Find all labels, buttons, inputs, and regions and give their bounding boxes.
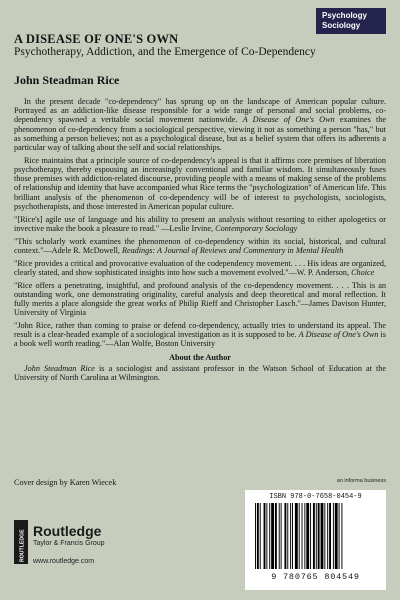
review-source: Contemporary Sociology [215, 224, 298, 234]
barcode-bar [264, 503, 266, 569]
barcode-bar [302, 503, 303, 569]
barcode-bar [321, 503, 324, 569]
review-4: "Rice offers a penetrating, insightful, and profound analysis of the co-dependency movement. . . . This is an outstanding work, one demonstrating originality, careful analysis and deep theoretical and moral reflection. It fully merits a place alongside the great works of Philip Rieff and Christopher Lasch."—James Davison Hunter, University of Virginia [14, 280, 386, 318]
barcode-bar [339, 503, 340, 569]
category-psychology: Psychology [322, 11, 367, 20]
barcode-bar [292, 503, 293, 569]
review-source: Choice [351, 267, 375, 277]
barcode-bar [299, 503, 300, 569]
barcode-bar [313, 503, 315, 569]
publisher-name: Routledge [33, 523, 102, 539]
cover-design-credit: Cover design by Karen Wiecek [14, 478, 117, 487]
barcode-bar [281, 503, 282, 569]
barcode-bar [275, 503, 277, 569]
book-author: John Steadman Rice [14, 73, 120, 87]
barcode-bar [327, 503, 328, 569]
review-source: A Disease of One's Own [298, 330, 379, 340]
description-book-title: A Disease of One's Own [242, 115, 335, 125]
barcode-bar [269, 503, 270, 569]
barcode-bar [257, 503, 259, 569]
barcode-bar [295, 503, 298, 569]
barcode-bar [316, 503, 317, 569]
barcode-bar [335, 503, 338, 569]
barcode-bar [341, 503, 342, 569]
about-author-heading: About the Author [169, 352, 231, 362]
publisher-website: www.routledge.com [33, 558, 95, 565]
barcode-bar [318, 503, 320, 569]
barcode-bar [260, 503, 261, 569]
publisher-logo [14, 520, 184, 575]
barcode-bar [266, 503, 267, 569]
barcode-digits: 9 780765 804549 [271, 572, 360, 582]
routledge-logo-text: ROUTLEDGE [19, 529, 26, 562]
category-sociology: Sociology [322, 21, 361, 30]
isbn-number: ISBN 978-0-7658-0454-9 [269, 493, 362, 501]
book-title: A DISEASE OF ONE'S OWN [14, 32, 179, 46]
barcode-bar [271, 503, 274, 569]
barcode-bar [310, 503, 311, 569]
description-paragraph-1: In the present decade "co-dependency" has sprung up on the landscape of American popular culture. Portrayed as an addiction-like disease responsible for a wide range of personal and social problems, co-dependency spawned a veritable social movement nationwide. A Disease of One's Own examines the phenomenon of co-dependency from a sociological perspective, viewing it not as something a person "has," but as something a person believes; not as a psychological disease, but as a belief system that offers its adherents a particular way of talking about the self and social relationships. [14, 97, 387, 153]
review-3: "Rice provides a critical and provocative evaluation of the codependency movement. . . . His ideas are organized, clearly stated, and show sophisticated insights into how such a movement evolved."—W. P. Anderson, Choice [14, 258, 386, 277]
barcode-bar [329, 503, 331, 569]
barcode-bar [306, 503, 309, 569]
barcode-bar [333, 503, 334, 569]
back-cover-text [14, 97, 386, 386]
review-source: Readings: A Journal of Reviews and Commentary in Mental Health [121, 246, 344, 256]
barcode-bar [304, 503, 305, 569]
barcode-bar [324, 503, 325, 569]
barcode-bar [255, 503, 256, 569]
barcode-bar [290, 503, 291, 569]
informa-tagline: an informa business [336, 478, 386, 484]
review-1: "[Rice's] agile use of language and his ability to present an analysis without resorting to either apologetics or invective make the book a pleasure to read." —Leslie Irvine, Contemporary Sociology [14, 214, 386, 234]
barcode-bar [279, 503, 280, 569]
barcode-bar [287, 503, 288, 569]
barcode-bar [284, 503, 286, 569]
barcode-bars [253, 503, 378, 569]
review-5: "John Rice, rather than coming to praise or defend co-dependency, actually tries to understand its appeal. The result is a clear-headed example of a sociological investigation as it is supposed to be. A Disease of One's Own is a book well worth reading."—Alan Wolfe, Boston University [14, 320, 386, 349]
description-paragraph-2: Rice maintains that a principle source of co-dependency's appeal is that it affirms core premises of liberation psychotherapy, thereby espousing an increasingly conventional and familiar wisdom. It simultaneously fuses those premises with addiction-related discourse, providing people with a means of making sense of the problems of relationship and identity that have accompanied what Rice terms the "psychologization" of American life. This brilliant analysis of the phenomenon of co-dependency will be of interest to psychologists, sociologists, psychotherapists, and those interested in American popular culture. [14, 155, 386, 211]
review-2: "This scholarly work examines the phenomenon of co-dependency within its social, historical, and cultural context."—Adele R. McDowell, Readings: A Journal of Reviews and Commentary in Mental Health [14, 236, 386, 256]
publisher-group: Taylor & Francis Group [33, 540, 105, 547]
about-author-name: John Steadman Rice [24, 363, 95, 373]
about-author-text: John Steadman Rice is a sociologist and assistant professor in the Watson School of Education at the University of North Carolina at Wilmington. [14, 363, 387, 382]
routledge-logo-icon [14, 520, 28, 564]
barcode [245, 490, 386, 590]
category-badge [316, 8, 386, 34]
book-subtitle: Psychotherapy, Addiction, and the Emergence of Co-Dependency [14, 46, 316, 58]
